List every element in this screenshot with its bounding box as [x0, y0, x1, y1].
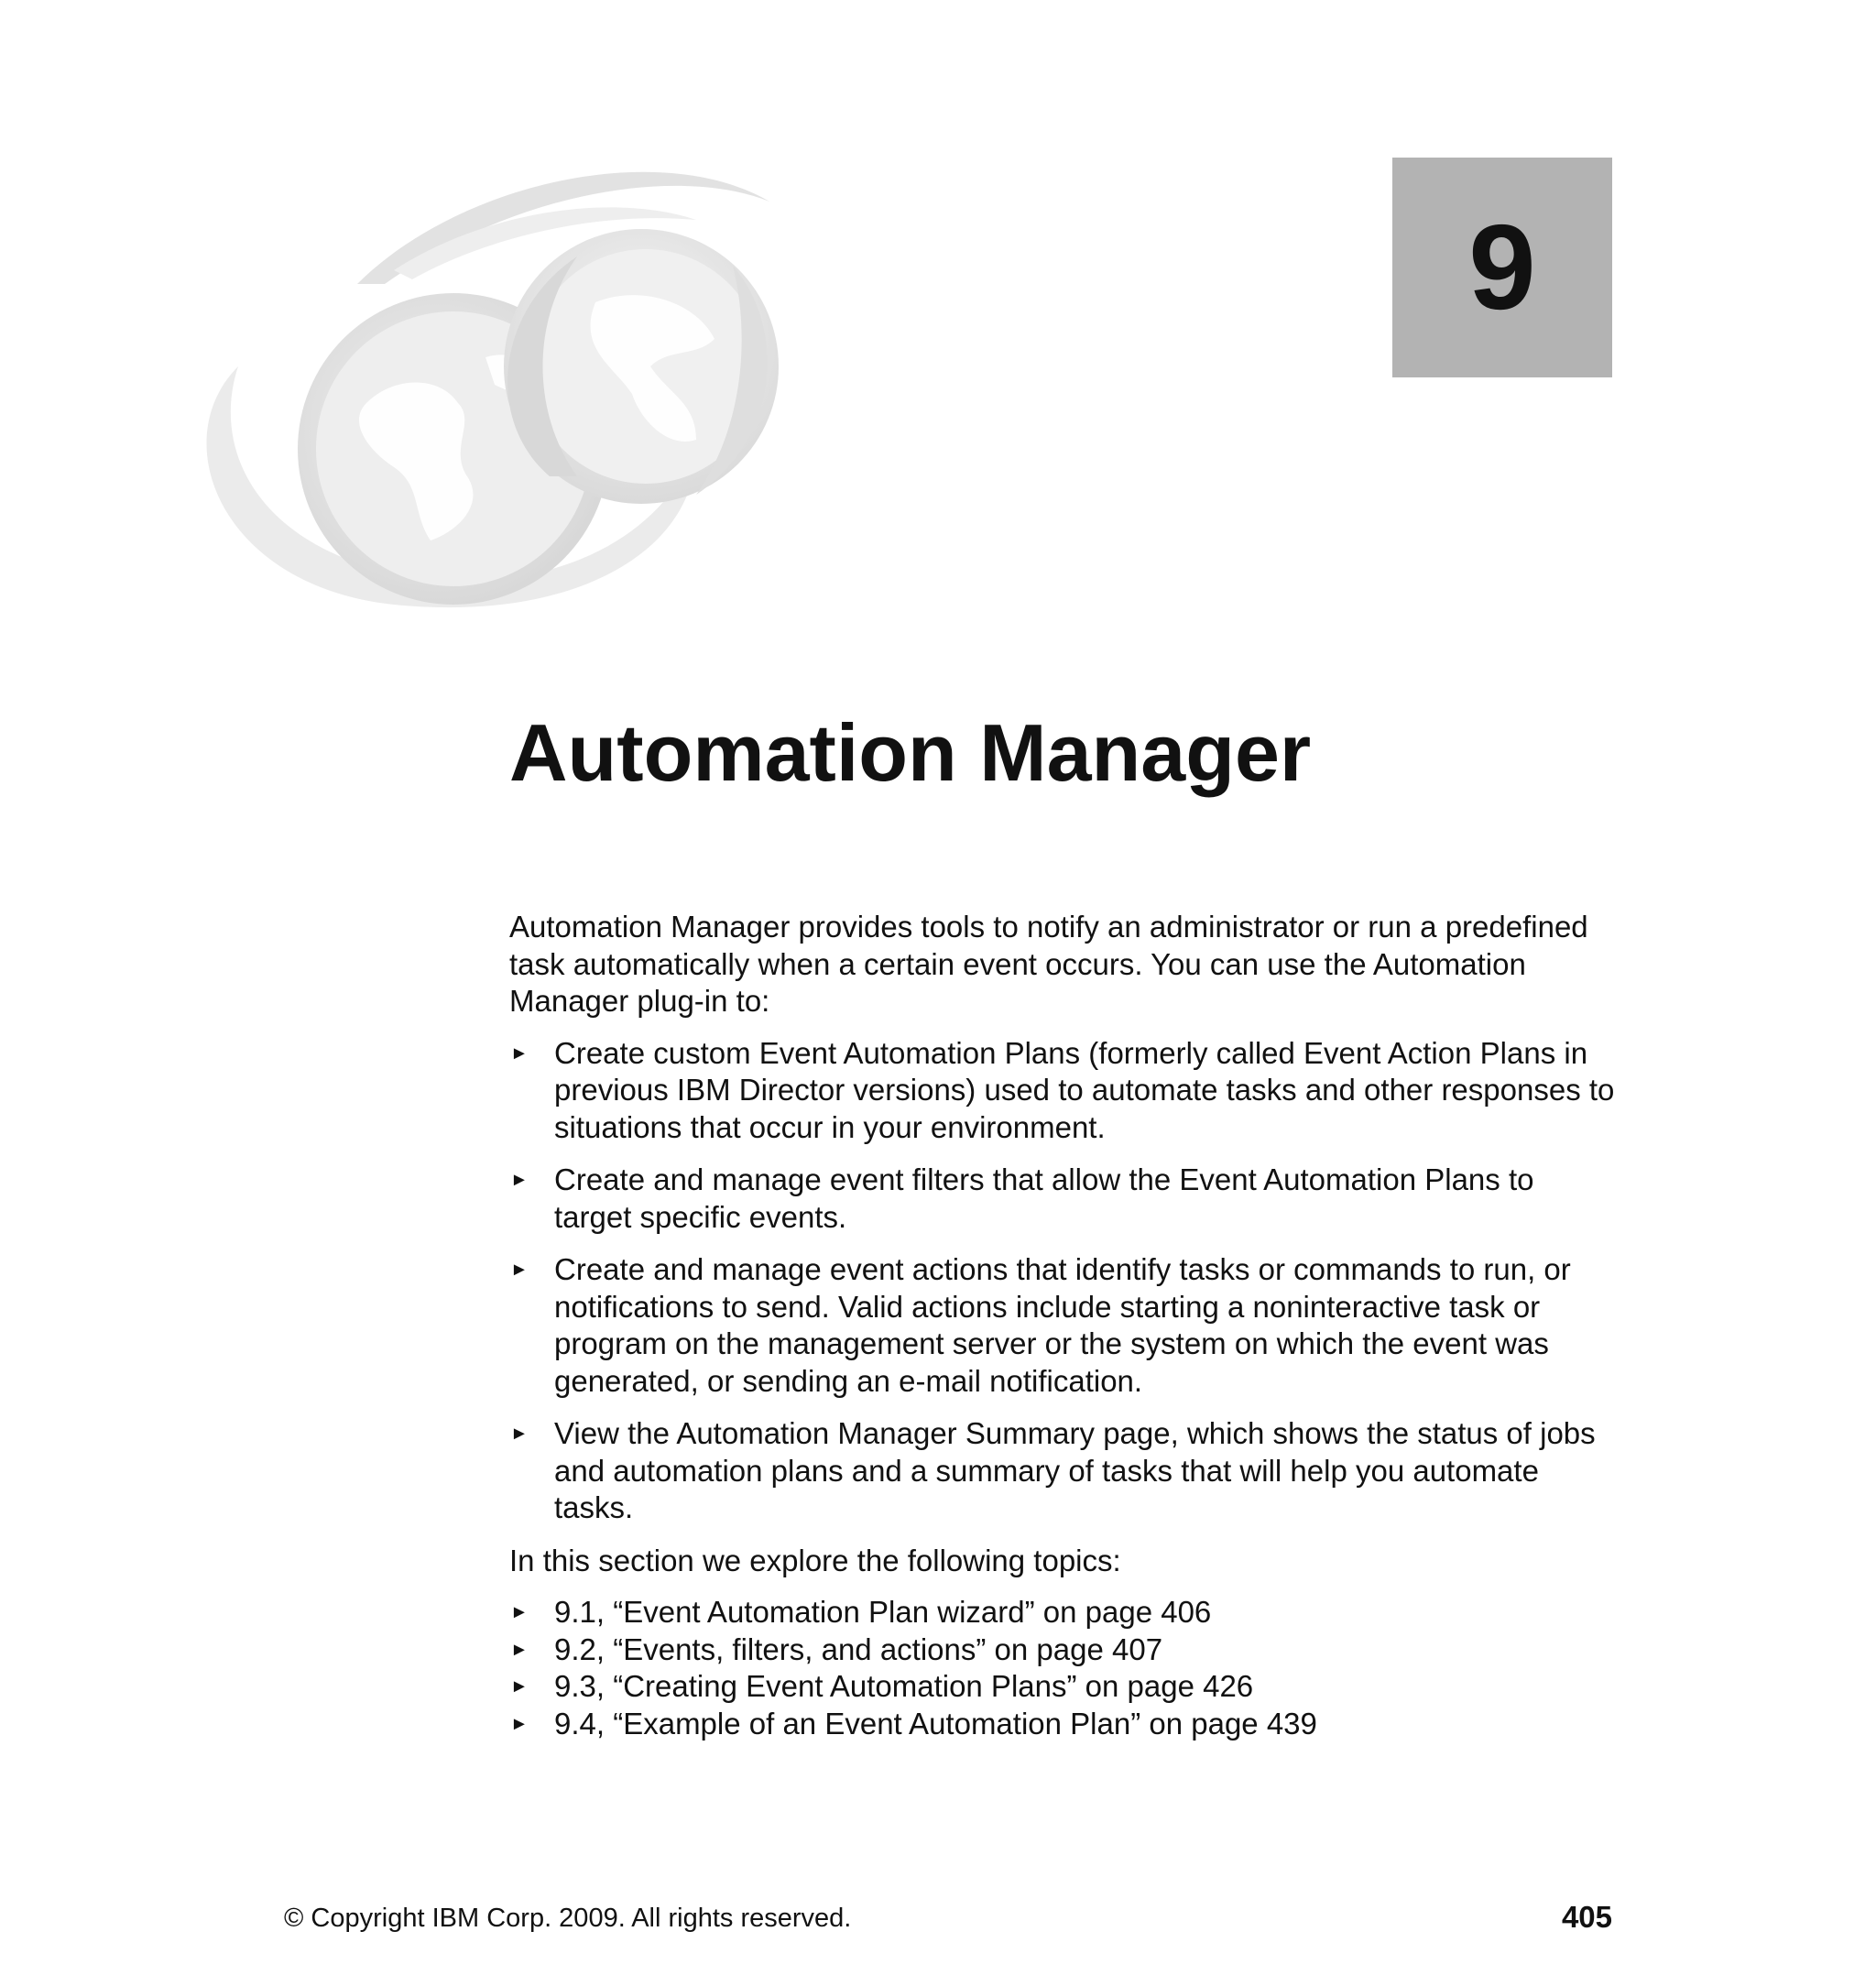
topic-link[interactable]: 9.3, “Creating Event Automation Plans” on page 426	[554, 1669, 1254, 1703]
list-item-text: Create custom Event Automation Plans (formerly called Event Action Plans in previous IBM Director versions) used to automate tasks and other responses to situations that occur in your environment.	[554, 1035, 1615, 1144]
chapter-number-box	[1392, 158, 1612, 377]
bullet-arrow-icon: ►	[510, 1639, 529, 1660]
footer-copyright: © Copyright IBM Corp. 2009. All rights reserved.	[284, 1904, 852, 1933]
topic-item[interactable]	[509, 1706, 1618, 1743]
topic-link[interactable]: 9.4, “Example of an Event Automation Plan” on page 439	[554, 1706, 1317, 1740]
intro-paragraph: Automation Manager provides tools to notify an administrator or run a predefined task automatically when a certain event occurs. You can use the Automation Manager plug-in to:	[509, 910, 1588, 1018]
chapter-title: Automation Manager	[509, 707, 1312, 798]
list-item	[509, 1162, 1618, 1236]
topics-intro: In this section we explore the following topics:	[509, 1543, 1121, 1577]
list-item	[509, 1035, 1618, 1147]
topic-link[interactable]: 9.2, “Events, filters, and actions” on page 407	[554, 1631, 1163, 1666]
list-item	[509, 1415, 1618, 1527]
globe-logo-icon	[183, 147, 843, 678]
topic-item[interactable]	[509, 1668, 1618, 1706]
bullet-arrow-icon: ►	[510, 1602, 529, 1622]
list-item-text: View the Automation Manager Summary page, which shows the status of jobs and automation plans and a summary of tasks that will help you automate tasks.	[554, 1416, 1596, 1524]
topic-list	[509, 1594, 1618, 1742]
list-item-text: Create and manage event filters that allow the Event Automation Plans to target specific events.	[554, 1162, 1534, 1234]
chapter-body	[509, 909, 1618, 1742]
bullet-arrow-icon: ►	[510, 1676, 529, 1697]
topic-link[interactable]: 9.1, “Event Automation Plan wizard” on page 406	[554, 1595, 1212, 1629]
topic-item[interactable]	[509, 1594, 1618, 1631]
topic-item[interactable]	[509, 1631, 1618, 1669]
bullet-arrow-icon: ►	[510, 1424, 529, 1444]
bullet-arrow-icon: ►	[510, 1042, 529, 1064]
bullet-arrow-icon: ►	[510, 1170, 529, 1190]
page-number: 405	[1561, 1900, 1612, 1934]
bullet-arrow-icon: ►	[510, 1713, 529, 1734]
list-item	[509, 1251, 1618, 1400]
chapter-number: 9	[1468, 200, 1536, 334]
bullet-arrow-icon: ►	[510, 1260, 529, 1280]
feature-list	[509, 1035, 1618, 1527]
list-item-text: Create and manage event actions that identify tasks or commands to run, or notifications to send. Valid actions include starting a noninteractive task or program on the management server or the system on which the event was generated, or sending an e-mail notification.	[554, 1252, 1571, 1398]
